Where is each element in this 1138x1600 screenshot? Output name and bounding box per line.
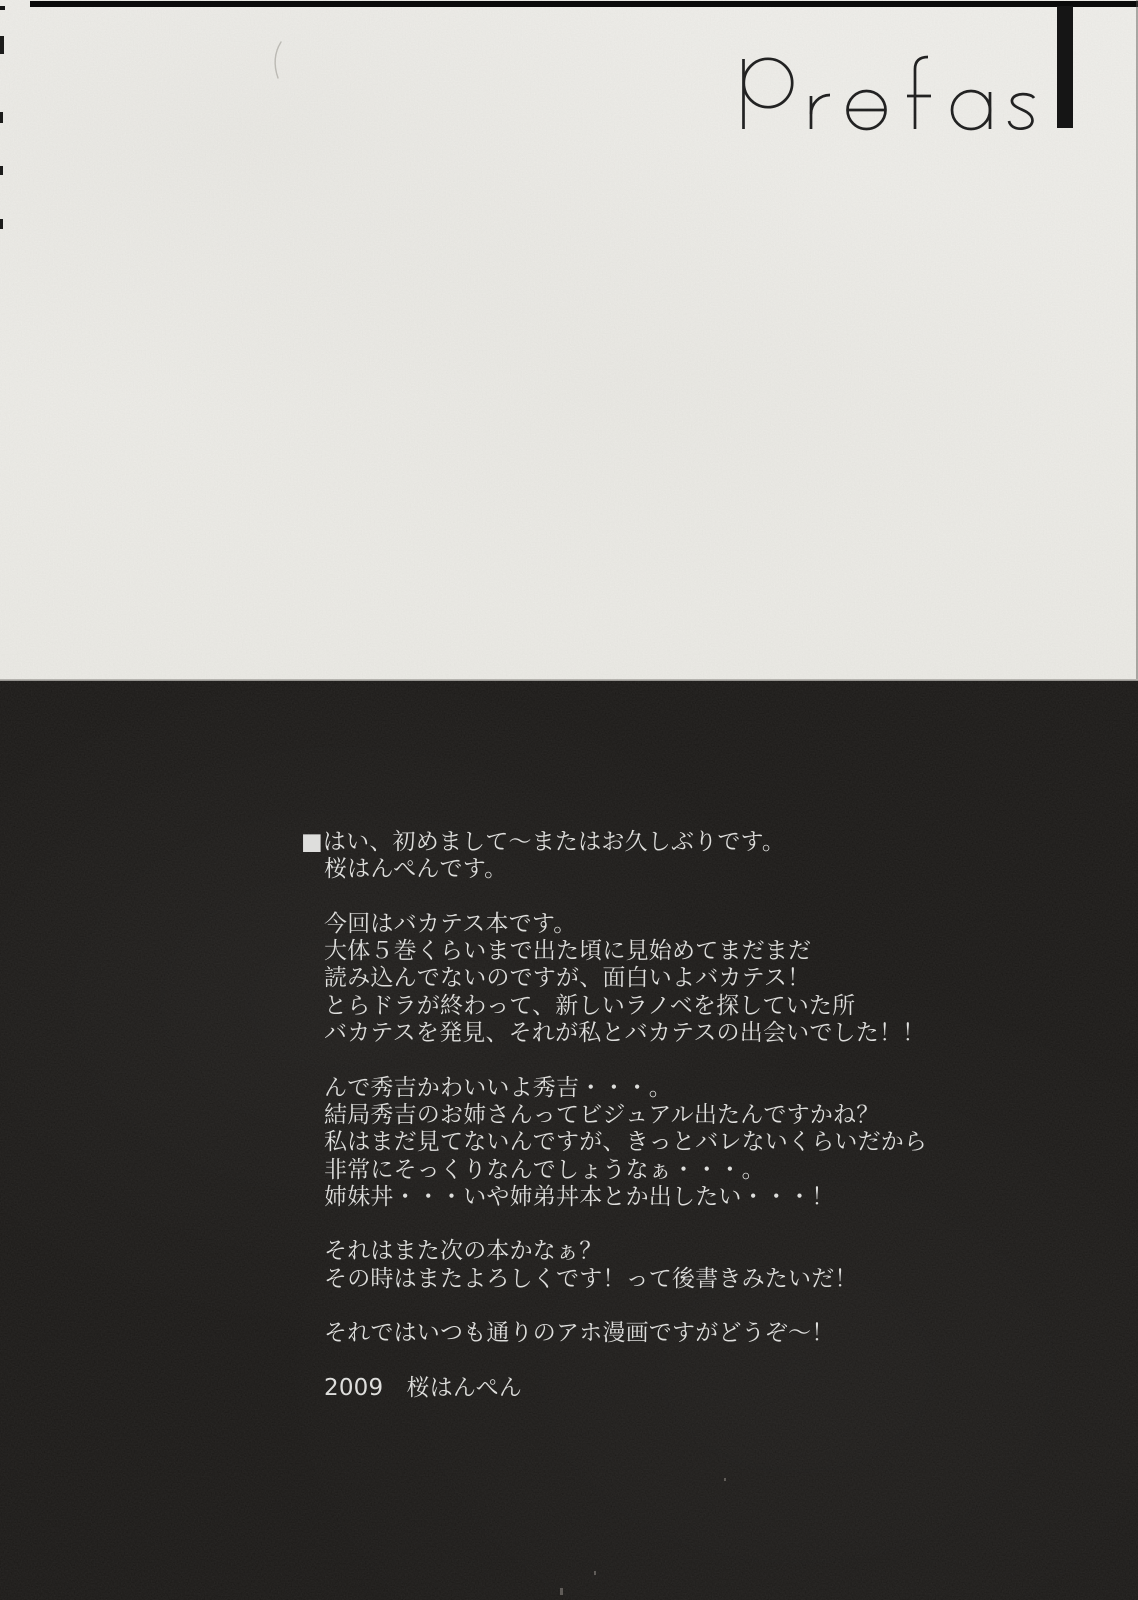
preface-line: んで秀吉かわいいよ秀吉・・・。 [324, 1074, 672, 1101]
scan-speck [594, 1571, 596, 1575]
preface-line: バカテスを発見、それが私とバカテスの出会いでした！！ [324, 1020, 926, 1047]
preface-line: 大体５巻くらいまで出た頃に見始めてまだまだ [324, 938, 812, 965]
scan-speck [724, 1478, 726, 1481]
scan-edge-artifact [0, 166, 3, 175]
preface-blank-line [324, 1211, 944, 1238]
page-title-block [738, 52, 1038, 137]
scan-edge-artifact [0, 6, 5, 10]
scan-speck [560, 1588, 563, 1595]
preface-line: 私はまだ見てないんですが、きっとバレないくらいだから [324, 1129, 928, 1156]
preface-line: とらドラが終わって、新しいラノベを探していた所 [324, 992, 856, 1019]
preface-blank-line [324, 884, 944, 911]
scan-top-edge [30, 1, 1138, 7]
preface-line: 桜はんぺんです。 [324, 856, 508, 883]
preface-blank-line [324, 1348, 944, 1375]
preface-line: その時はまたよろしくです！って後書きみたいだ！ [324, 1265, 858, 1292]
preface-line: それはまた次の本かなぁ？ [324, 1238, 603, 1265]
preface-line: 結局秀吉のお姉さんってビジュアル出たんですかね？ [324, 1101, 880, 1128]
scan-edge-artifact [0, 219, 3, 229]
prefas-title-graphic [738, 52, 1038, 137]
scan-edge-artifact [0, 36, 4, 54]
preface-text [301, 829, 944, 1402]
scan-edge-artifact [0, 112, 3, 123]
preface-blank-line [324, 1293, 944, 1320]
preface-line: 非常にそっくりなんでしょうなぁ・・・。 [324, 1156, 765, 1183]
preface-line: 読み込んでないのですが、面白いよバカテス！ [324, 965, 811, 992]
preface-line: 姉妹丼・・・いや姉弟丼本とか出したい・・・！ [324, 1183, 835, 1210]
preface-blank-line [324, 1047, 944, 1074]
pen-mark [266, 40, 288, 80]
preface-line: ■はい、初めまして～またはお久しぶりです。 [301, 829, 786, 855]
preface-line: 今回はバカテス本です。 [324, 910, 577, 937]
title-accent-bar [1057, 6, 1073, 128]
preface-line: 2009 桜はんぺん [324, 1374, 523, 1401]
preface-line: それではいつも通りのアホ漫画ですがどうぞ～！ [324, 1320, 835, 1347]
